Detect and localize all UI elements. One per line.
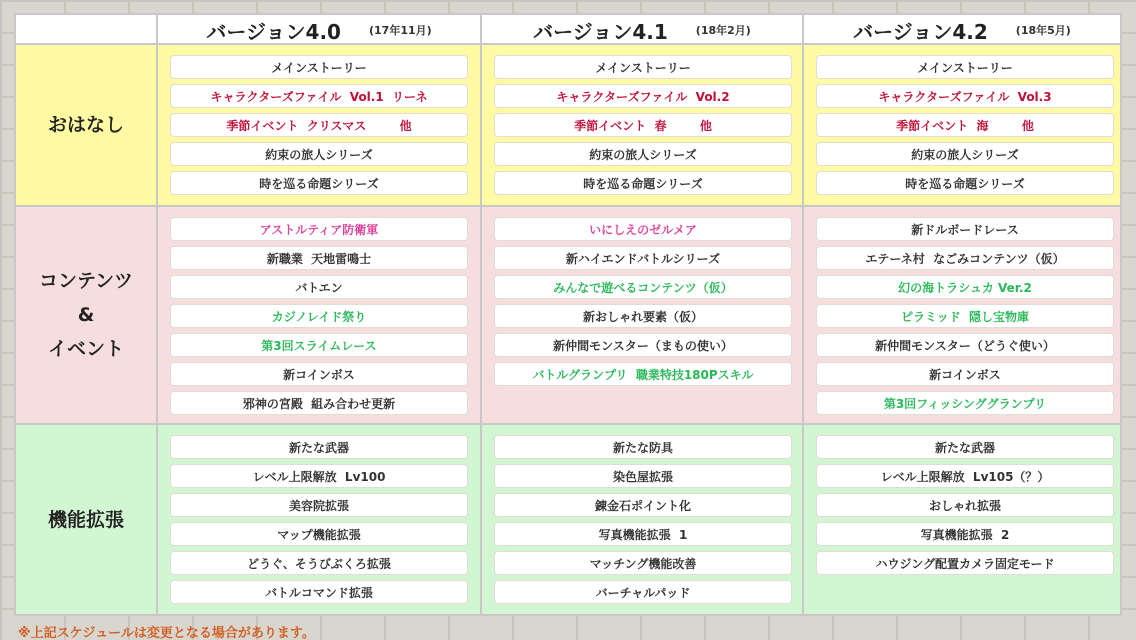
feature-item: 新ハイエンドバトルシリーズ — [494, 246, 792, 270]
feature-item: 新ドルボードレース — [816, 217, 1114, 241]
version-date: (17年11月) — [368, 24, 432, 37]
feature-item: アストルティア防衛軍 — [170, 217, 468, 241]
feature-item: 美容院拡張 — [170, 493, 468, 517]
feature-item: ハウジング配置カメラ固定モード — [816, 551, 1114, 575]
version-header-4-2 — [802, 15, 1120, 45]
version-title: バージョン4.1 — [533, 19, 668, 44]
feature-item: おしゃれ拡張 — [816, 493, 1114, 517]
feature-item: みんなで遊べるコンテンツ（仮） — [494, 275, 792, 299]
feature-item: 約束の旅人シリーズ — [494, 142, 792, 166]
feature-item: 新おしゃれ要素（仮） — [494, 304, 792, 328]
section-label: 機能拡張 — [47, 508, 124, 531]
section-label — [16, 207, 156, 423]
roadmap-board — [14, 13, 1122, 616]
feature-item: 染色屋拡張 — [494, 464, 792, 488]
col-v4-1 — [480, 45, 802, 205]
col-v4-0 — [156, 45, 480, 205]
feature-item: 季節イベント 春 他 — [494, 113, 792, 137]
version-title: バージョン4.2 — [853, 19, 988, 44]
feature-item: 時を巡る命題シリーズ — [170, 171, 468, 195]
feature-item: キャラクターズファイル Vol.2 — [494, 84, 792, 108]
version-header-row — [16, 15, 1120, 45]
feature-item: 幻の海トラシュカ Ver.2 — [816, 275, 1114, 299]
section-label: おはなし — [47, 114, 124, 136]
feature-item: メインストーリー — [816, 55, 1114, 79]
feature-item: マップ機能拡張 — [170, 522, 468, 546]
feature-item: カジノレイド祭り — [170, 304, 468, 328]
col-v4-1 — [480, 425, 802, 614]
schedule-disclaimer: ※上記スケジュールは変更となる場合があります。 — [18, 626, 315, 640]
section-label-line: & — [77, 304, 95, 326]
feature-item: 新コインボス — [816, 362, 1114, 386]
feature-item: 新たな防具 — [494, 435, 792, 459]
feature-item: エテーネ村 なごみコンテンツ（仮） — [816, 246, 1114, 270]
version-header-4-1 — [480, 15, 802, 45]
feature-item: 写真機能拡張 2 — [816, 522, 1114, 546]
feature-item: 時を巡る命題シリーズ — [494, 171, 792, 195]
feature-item: 時を巡る命題シリーズ — [816, 171, 1114, 195]
section-label-line: コンテンツ — [38, 270, 134, 292]
feature-item: 錬金石ポイント化 — [494, 493, 792, 517]
feature-item: バトルコマンド拡張 — [170, 580, 468, 604]
version-title: バージョン4.0 — [206, 19, 341, 44]
col-v4-0 — [156, 425, 480, 614]
feature-item: 邪神の宮殿 組み合わせ更新 — [170, 391, 468, 415]
feature-item: ピラミッド 隠し宝物庫 — [816, 304, 1114, 328]
col-v4-2 — [802, 207, 1120, 423]
feature-item: バトルグランプリ 職業特技180Pスキル — [494, 362, 792, 386]
version-date: (18年2月) — [695, 24, 751, 37]
feature-item: 新たな武器 — [170, 435, 468, 459]
feature-item: メインストーリー — [494, 55, 792, 79]
feature-item: メインストーリー — [170, 55, 468, 79]
feature-item: レベル上限解放 Lv100 — [170, 464, 468, 488]
feature-item: キャラクターズファイル Vol.1 リーネ — [170, 84, 468, 108]
section-content-events — [16, 207, 1120, 425]
feature-item: 第3回スライムレース — [170, 333, 468, 357]
version-header-4-0 — [156, 15, 480, 45]
feature-item: マッチング機能改善 — [494, 551, 792, 575]
feature-item: 写真機能拡張 1 — [494, 522, 792, 546]
feature-item: 第3回フィッシンググランプリ — [816, 391, 1114, 415]
feature-item: 約束の旅人シリーズ — [170, 142, 468, 166]
feature-item: バトエン — [170, 275, 468, 299]
section-label-line: イベント — [47, 338, 124, 360]
feature-item: 季節イベント クリスマス 他 — [170, 113, 468, 137]
feature-item: キャラクターズファイル Vol.3 — [816, 84, 1114, 108]
feature-item: 新仲間モンスター（まもの使い） — [494, 333, 792, 357]
feature-item: 新コインボス — [170, 362, 468, 386]
feature-item: レベル上限解放 Lv105（？） — [816, 464, 1114, 488]
feature-item: 新たな武器 — [816, 435, 1114, 459]
feature-item: バーチャルパッド — [494, 580, 792, 604]
col-v4-2 — [802, 425, 1120, 614]
section-story — [16, 45, 1120, 207]
col-v4-0 — [156, 207, 480, 423]
feature-item: 季節イベント 海 他 — [816, 113, 1114, 137]
feature-item: どうぐ、そうびぶくろ拡張 — [170, 551, 468, 575]
col-v4-2 — [802, 45, 1120, 205]
col-v4-1 — [480, 207, 802, 423]
feature-item: いにしえのゼルメア — [494, 217, 792, 241]
feature-item: 新職業 天地雷鳴士 — [170, 246, 468, 270]
section-features — [16, 425, 1120, 614]
feature-item: 約束の旅人シリーズ — [816, 142, 1114, 166]
feature-item: 新仲間モンスター（どうぐ使い） — [816, 333, 1114, 357]
version-date: (18年5月) — [1015, 24, 1071, 37]
